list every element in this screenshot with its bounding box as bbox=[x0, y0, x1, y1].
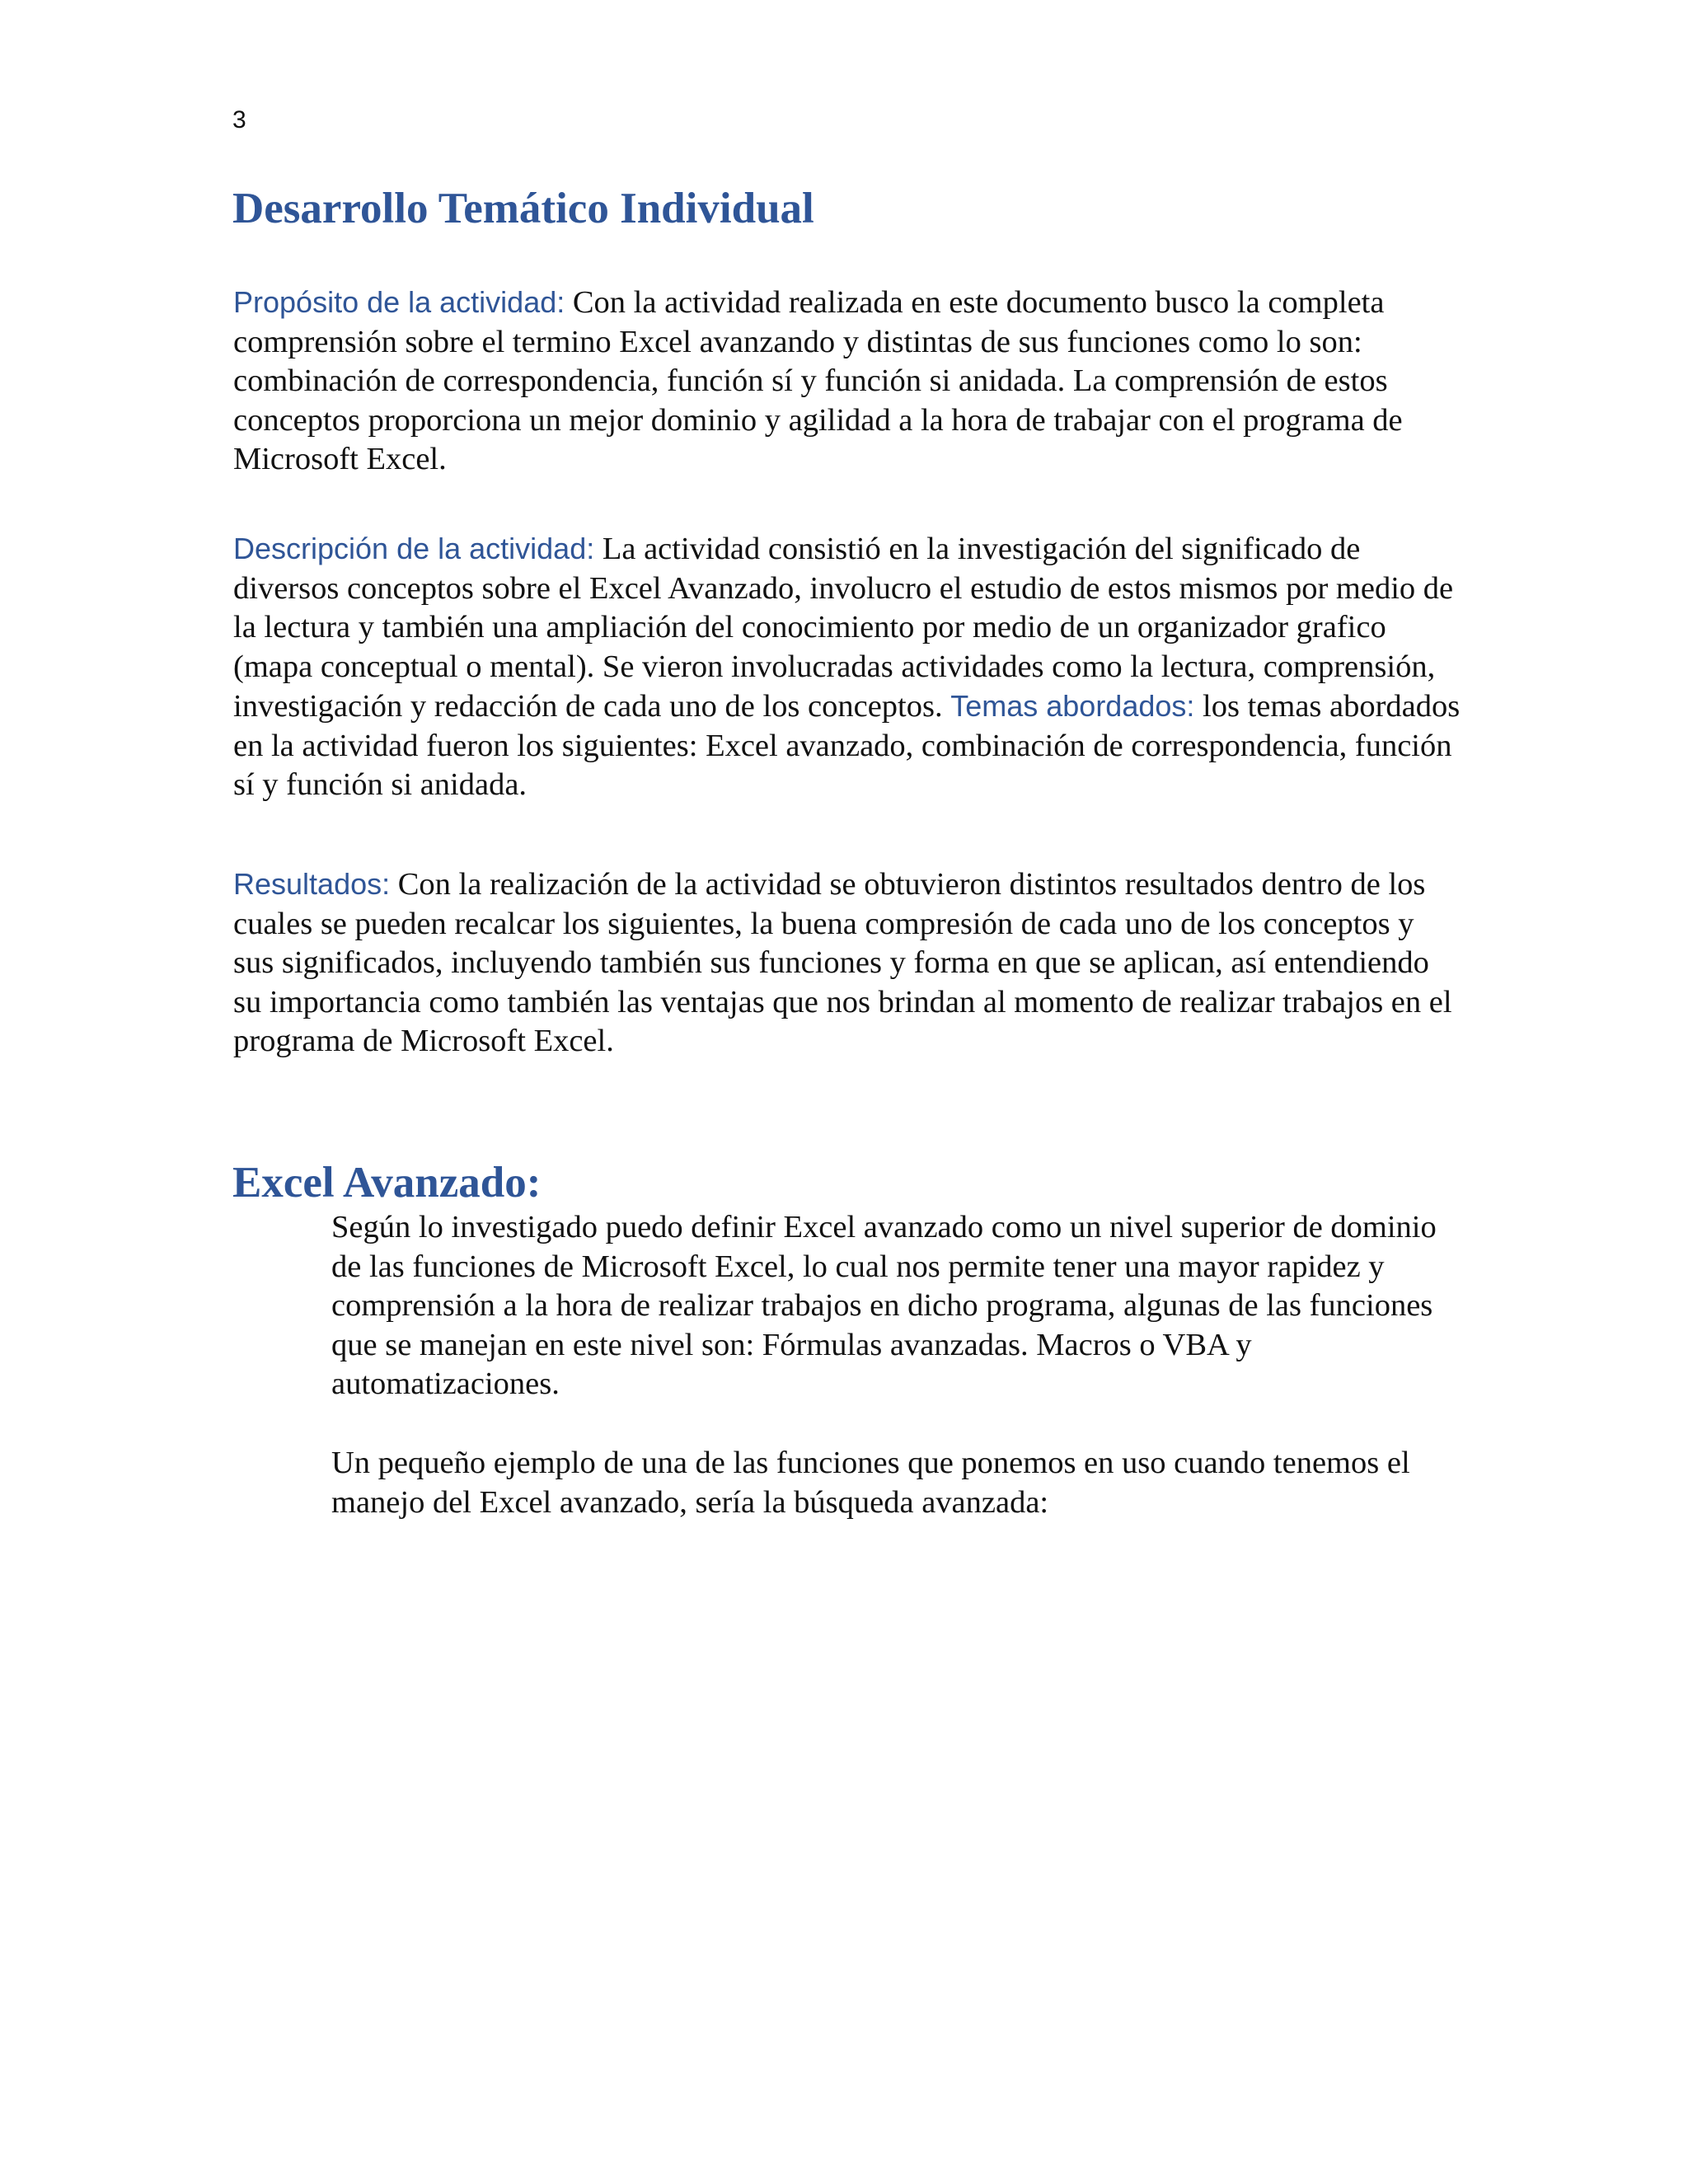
descripcion-text: La actividad consistió en la investigación del significado de diversos conceptos sobre el Excel Avanzado, involucro el estudio de estos mismos por medio de la lectura y también una ampliación del conocimiento por medio de un organizador grafico (mapa conceptual o mental). Se vieron involucradas actividades como la lectura, comprensión, investigación y redacción de cada uno de los conceptos. bbox=[233, 532, 1454, 724]
proposito-paragraph bbox=[233, 283, 1461, 480]
proposito-text: Con la actividad realizada en este documento busco la completa comprensión sobre el termino Excel avanzando y distintas de sus funciones como lo son: combinación de correspondencia, función sí y función si anidada. La comprensión de estos conceptos proporciona un mejor dominio y agilidad a la hora de trabajar con el programa de Microsoft Excel. bbox=[233, 285, 1403, 476]
excel-avanzado-definition: Según lo investigado puedo definir Excel avanzado como un nivel superior de dominio de las funciones de Microsoft Excel, lo cual nos permite tener una mayor rapidez y comprensión a la hora de realizar trabajos en dicho programa, algunas de las funciones que se manejan en este nivel son: Fórmulas avanzadas. Macros o VBA y automatizaciones. bbox=[331, 1210, 1437, 1401]
excel-avanzado-example: Un pequeño ejemplo de una de las funciones que ponemos en uso cuando tenemos el manejo del Excel avanzado, sería la búsqueda avanzada: bbox=[331, 1446, 1410, 1520]
descripcion-label: Descripción de la actividad: bbox=[233, 532, 595, 565]
page-title: Desarrollo Temático Individual bbox=[232, 185, 814, 232]
temas-text: los temas abordados en la actividad fueron los siguientes: Excel avanzado, combinación de correspondencia, función sí y función si anidada. bbox=[233, 689, 1461, 802]
resultados-paragraph bbox=[233, 865, 1461, 1062]
descripcion-paragraph bbox=[233, 529, 1461, 805]
temas-label: Temas abordados: bbox=[950, 689, 1195, 723]
page-number: 3 bbox=[232, 106, 246, 134]
excel-avanzado-heading: Excel Avanzado: bbox=[232, 1159, 542, 1207]
resultados-text: Con la realización de la actividad se obtuvieron distintos resultados dentro de los cuales se pueden recalcar los siguientes, la buena compresión de cada uno de los conceptos y sus significados, incluyendo también sus funciones y forma en que se aplican, así entendiendo su importancia como también las ventajas que nos brindan al momento de realizar trabajos en el programa de Microsoft Excel. bbox=[233, 867, 1452, 1058]
proposito-label: Propósito de la actividad: bbox=[233, 285, 565, 319]
resultados-label: Resultados: bbox=[233, 867, 391, 901]
